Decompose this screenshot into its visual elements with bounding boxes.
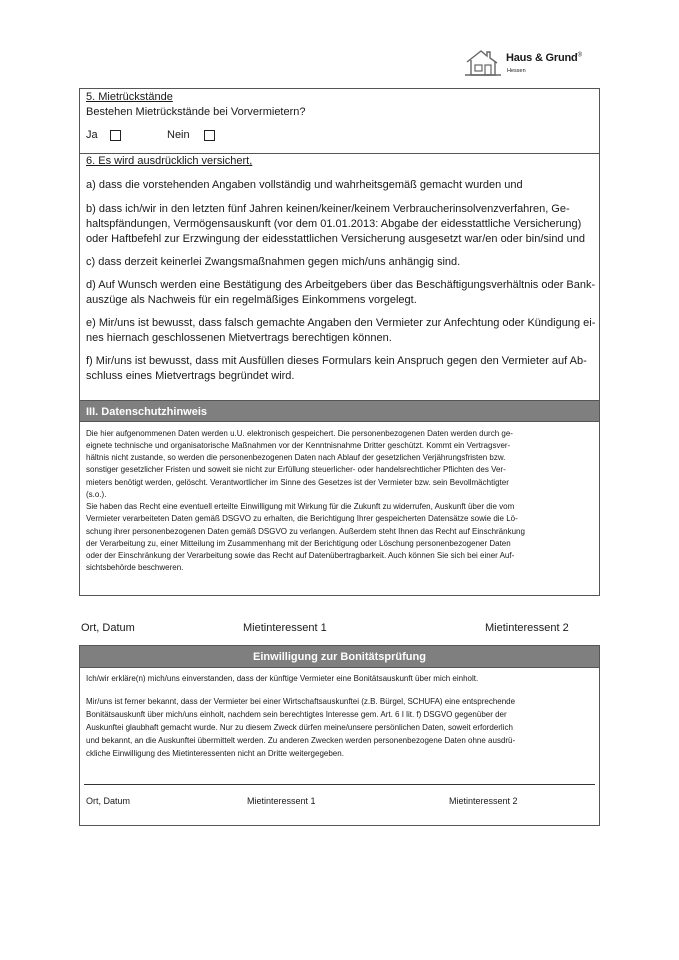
bonitaet-place-date: Ort, Datum xyxy=(86,796,131,806)
assurance-f-line-2: schluss eines Mietvertrags begründet wird. xyxy=(86,370,295,382)
bonitaet-consent: Ich/wir erkläre(n) mich/uns einverstanden, dass der künftige Vermieter eine Bonitätsauskunft über mich einholt. xyxy=(86,674,479,683)
datenschutz-line: mieters benötigt werden, gelöscht. Verantwortlicher im Sinne des Gesetzes ist der Vermieter bzw. sein Bevollmächtigter xyxy=(86,478,509,487)
datenschutz-line: oder der Einschränkung der Verarbeitung sowie das Recht auf Datenübertragbarkeit. Auch können Sie sich bei einer Auf- xyxy=(86,551,515,560)
datenschutz-heading: III. Datenschutzhinweis xyxy=(80,400,599,422)
section-6 xyxy=(80,154,599,400)
assurance-c: c) dass derzeit keinerlei Zwangsmaßnahmen gegen mich/uns anhängig sind. xyxy=(86,256,461,268)
assurance-b-line-3: oder Haftbefehl zur Erzwingung der eidesstattlichen Versicherung ausgesetzt war/en oder bin/sind und xyxy=(86,233,585,245)
datenschutz-line: eignete technische und organisatorische Maßnahmen vor der Kenntnisnahme Dritter geschützt. Kommt ein Vertragsver- xyxy=(86,441,511,450)
signature-tenant-2: Mietinteressent 2 xyxy=(485,622,569,634)
form-box-main xyxy=(79,88,600,596)
datenschutz-line: Die hier aufgenommenen Daten werden u.U. elektronisch gespeichert. Die personenbezogenen Daten werden durch ge- xyxy=(86,429,513,438)
datenschutz-line: hältnis nicht zustande, so werden die personenbezogenen Daten nach Ablauf der gesetzlichen Verjährungsfristen bzw. xyxy=(86,453,506,462)
bonitaet-line: Auskunftei glaubhaft gemacht wurde. Nur zu diesem Zweck dürfen meine/unsere persönlichen Daten, soweit erforderlich xyxy=(86,723,513,732)
section-5-question: Bestehen Mietrückstände bei Vorvermietern? xyxy=(86,106,306,118)
section-5-heading: 5. Mietrückstände xyxy=(86,91,173,103)
checkbox-ja[interactable] xyxy=(110,130,121,141)
assurance-e-line-2: nes hiernach geschlossenen Mietvertrags berechtigen können. xyxy=(86,332,392,344)
datenschutz-line: sonstiger gesetzlicher Fristen und soweit sie nicht zur Erfüllung steuerlicher- oder handelsrechtlicher Pflichten des Ver- xyxy=(86,465,506,474)
checkbox-nein[interactable] xyxy=(204,130,215,141)
bonitaet-heading: Einwilligung zur Bonitätsprüfung xyxy=(80,646,599,668)
datenschutz-line: (s.o.). xyxy=(86,490,107,499)
datenschutz-line: schung ihrer personenbezogenen Daten gemäß DSGVO zu verlangen. Außerdem steht Ihnen das Recht auf Einschränkung xyxy=(86,527,525,536)
option-nein-label: Nein xyxy=(167,129,190,141)
assurance-a: a) dass die vorstehenden Angaben vollständig und wahrheitsgemäß gemacht wurden und xyxy=(86,179,523,191)
section-5 xyxy=(80,89,599,154)
bonitaet-tenant-1: Mietinteressent 1 xyxy=(247,796,316,806)
signature-line xyxy=(84,784,595,785)
house-icon xyxy=(465,48,501,78)
assurance-b-line-2: haltspfändungen, Vermögensauskunft (vor dem 01.01.2013: Abgabe der eidesstattliche Versicherung) xyxy=(86,218,582,230)
bonitaet-line: Mir/uns ist ferner bekannt, dass der Vermieter bei einer Wirtschaftsauskunftei (z.B. Bürgel, SCHUFA) eine entsprechende xyxy=(86,697,516,706)
datenschutz-line: Vermieter verarbeiteten Daten gemäß DSGVO zu erhalten, die Berichtigung Ihrer gespeicherten Datensätze sowie die Lö- xyxy=(86,514,518,523)
signature-tenant-1: Mietinteressent 1 xyxy=(243,622,327,634)
assurance-d-line-1: d) Auf Wunsch werden eine Bestätigung des Arbeitgebers über das Beschäftigungsverhältnis oder Bank- xyxy=(86,279,596,291)
signature-place-date: Ort, Datum xyxy=(81,622,135,634)
logo-brand: Haus & Grund® xyxy=(506,52,582,64)
assurance-d-line-2: auszüge als Nachweis für ein regelmäßiges Einkommens vorgelegt. xyxy=(86,294,417,306)
logo-region: Hessen xyxy=(507,68,526,74)
section-6-heading: 6. Es wird ausdrücklich versichert, xyxy=(86,155,253,167)
form-box-bonitaet xyxy=(79,645,600,826)
assurance-b-line-1: b) dass ich/wir in den letzten fünf Jahren keinen/keiner/keinem Verbraucherinsolvenzverfahren, Ge- xyxy=(86,203,570,215)
haus-grund-logo xyxy=(465,48,615,82)
bonitaet-line: Bonitätsauskunft über mich/uns einholt, nachdem sein berechtigtes Interesse gem. Art. 6 I lit. f) DSGVO gegenüber der xyxy=(86,710,507,719)
assurance-e-line-1: e) Mir/uns ist bewusst, dass falsch gemachte Angaben den Vermieter zur Anfechtung oder Kündigung ei- xyxy=(86,317,596,329)
datenschutz-line: Sie haben das Recht eine eventuell erteilte Einwilligung mit Wirkung für die Zukunft zu widerrufen, Auskunft über die vom xyxy=(86,502,515,511)
bonitaet-line: ckliche Einwilligung des Mietinteressenten nicht an Dritte weitergegeben. xyxy=(86,749,344,758)
option-ja-label: Ja xyxy=(86,129,98,141)
datenschutz-text xyxy=(80,422,599,595)
assurance-f-line-1: f) Mir/uns ist bewusst, dass mit Ausfüllen dieses Formulars kein Anspruch gegen den Vermieter auf Ab- xyxy=(86,355,587,367)
bonitaet-line: und bekannt, an die Auskunftei übermittelt werden. Zu anderen Zwecken werden personenbezogene Daten ohne ausdrü- xyxy=(86,736,516,745)
datenschutz-line: der Verarbeitung zu, einer Mitteilung im Zusammenhang mit der Berichtigung oder Löschung personenbezogener Daten xyxy=(86,539,511,548)
datenschutz-line: sichtsbehörde beschweren. xyxy=(86,563,184,572)
bonitaet-tenant-2: Mietinteressent 2 xyxy=(449,796,518,806)
